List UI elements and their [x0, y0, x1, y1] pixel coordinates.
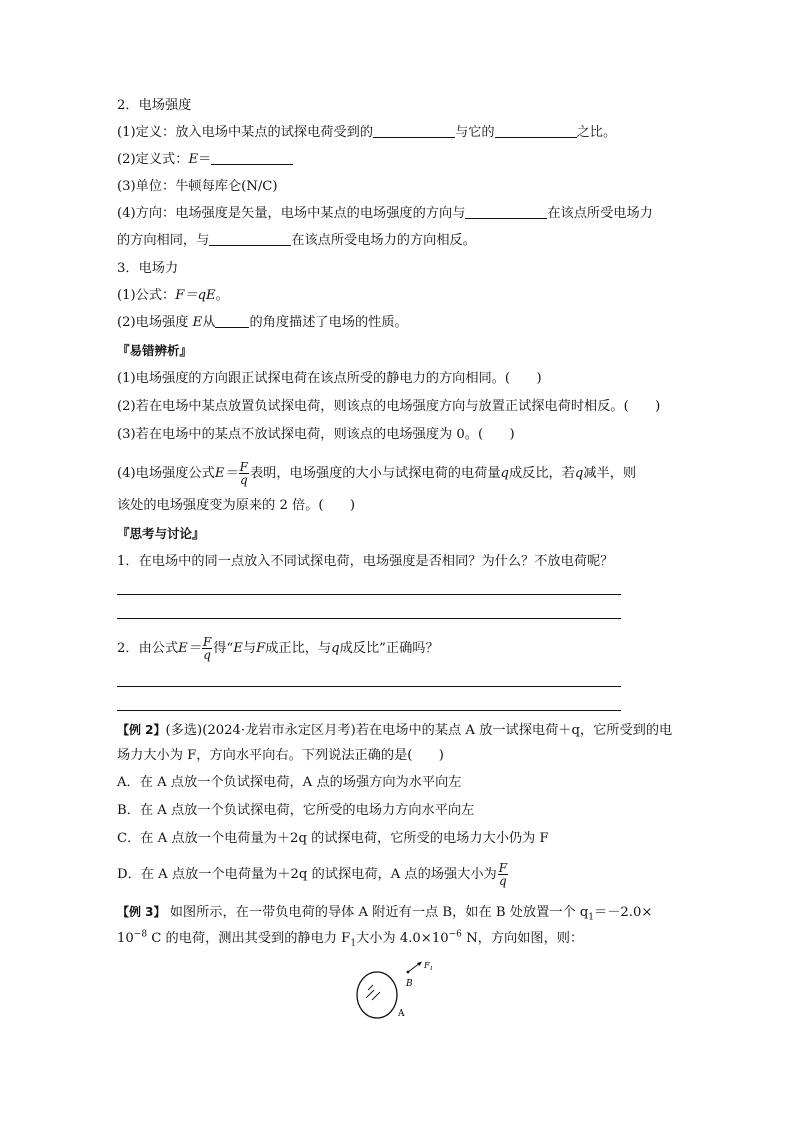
- fill-blank[interactable]: [211, 150, 293, 165]
- unit-line: (3)单位：牛顿每库仑(N/C): [117, 179, 278, 194]
- example-3-stem-2: $10^{-8}$ C 的电荷，测出其受到的静电力 $F_1$大小为 $4.0\times 10^{-6}$ N，方向如图，则：: [117, 929, 584, 949]
- property-line: (2)电场强度 E从 的角度描述了电场的性质。: [117, 315, 408, 330]
- example-2-option-c[interactable]: C．在 A 点放一个电荷量为＋2q 的试探电荷，它所受的电场力大小仍为 F: [117, 831, 549, 846]
- misjudge-item-3: (3)若在电场中的某点不放试探电荷，则该点的电场强度为 0。( ): [117, 427, 515, 442]
- direction-line-2: 的方向相同，与 在该点所受电场力的方向相反。: [117, 233, 476, 248]
- fill-blank[interactable]: [495, 123, 577, 138]
- formula-line: (2)定义式：E＝: [117, 150, 293, 170]
- misjudge-item-4: (4)电场强度公式E＝ $\frac{F}{q}$ 表明，电场强度的大小与试探电荷的电荷量q成反比，若q减半，则: [117, 460, 637, 487]
- hatch-mark: [372, 992, 380, 1000]
- fill-blank[interactable]: [209, 231, 291, 246]
- example-2-option-b[interactable]: B．在 A 点放一个负试探电荷，它所受的电场力方向水平向左: [117, 803, 475, 818]
- label-b: B: [406, 979, 413, 989]
- label-f1: $F_1$: [424, 961, 434, 972]
- answer-line[interactable]: [117, 710, 621, 711]
- answer-line[interactable]: [117, 594, 621, 595]
- answer-line[interactable]: [117, 686, 621, 687]
- example-2-tag: 【例 2】: [117, 723, 166, 737]
- section-title-electric-force: 3．电场力: [117, 261, 179, 276]
- example-2-stem-1: 【例 2】(多选)(2024·龙岩市永定区月考)若在电场中的某点 A 放一试探电荷＋q，它所受到的电: [117, 723, 673, 738]
- conductor-figure: [340, 952, 460, 1027]
- misjudge-item-1: (1)电场强度的方向跟正试探电荷在该点所受的静电力的方向相同。( ): [117, 371, 542, 386]
- fraction-f-over-q: $\frac{F}{q}$: [202, 635, 212, 662]
- section-title-field-strength: 2．电场强度: [117, 98, 192, 113]
- hatch-mark: [368, 985, 373, 990]
- direction-line-1: (4)方向：电场强度是矢量，电场中某点的电场强度的方向与 在该点所受电场力: [117, 206, 653, 221]
- answer-line[interactable]: [117, 618, 621, 619]
- fill-blank[interactable]: [215, 313, 249, 328]
- fraction-f-over-q: $\frac{F}{q}$: [239, 460, 248, 487]
- discussion-question-1: 1．在电场中的同一点放入不同试探电荷，电场强度是否相同？为什么？不放电荷呢？: [117, 554, 614, 569]
- discussion-question-2: 2．由公式E＝ $\frac{F}{q}$ 得“E与F成正比，与q成反比”正确吗？: [117, 635, 439, 662]
- fraction-f-over-q: $\frac{F}{q}$: [498, 861, 508, 888]
- misjudge-heading: 『易错辨析』: [117, 343, 193, 358]
- hatch-mark: [366, 990, 374, 998]
- force-arrowhead: [417, 962, 422, 967]
- example-2-option-a[interactable]: A．在 A 点放一个负试探电荷，A 点的场强方向为水平向左: [117, 775, 462, 790]
- force-formula-line: (1)公式：F＝qE。: [117, 288, 229, 303]
- example-2-option-d[interactable]: D．在 A 点放一个电荷量为＋2q 的试探电荷，A 点的场强大小为 $\frac{F}{q}$: [117, 861, 508, 888]
- discussion-heading: 『思考与讨论』: [117, 526, 205, 541]
- misjudge-item-2: (2)若在电场中某点放置负试探电荷，则该点的电场强度方向与放置正试探电荷时相反。( ): [117, 399, 661, 414]
- label-a: A: [398, 1009, 405, 1019]
- definition-line: (1)定义：放入电场中某点的试探电荷受到的 与它的 之比。: [117, 125, 617, 140]
- fill-blank[interactable]: [373, 123, 455, 138]
- misjudge-item-4-cont: 该处的电场强度变为原来的 2 倍。( ): [117, 498, 356, 513]
- example-3-stem-1: 【例 3】 如图所示，在一带负电荷的导体 A 附近有一点 B，如在 B 处放置一个 $q_1=-2.0\times$: [117, 905, 653, 923]
- example-3-tag: 【例 3】: [117, 905, 166, 919]
- fill-blank[interactable]: [465, 204, 547, 219]
- example-2-stem-2: 场力大小为 F，方向水平向右。下列说法正确的是( ): [117, 748, 444, 763]
